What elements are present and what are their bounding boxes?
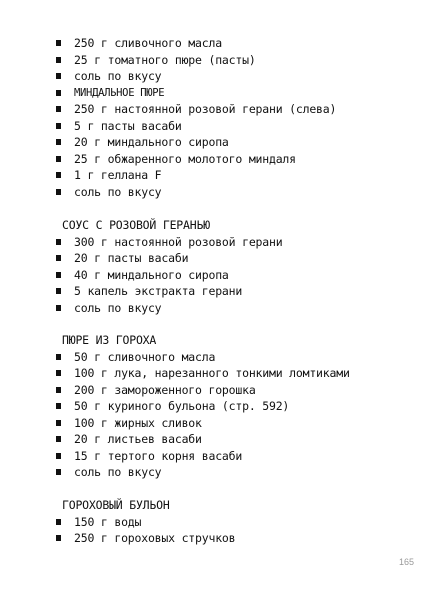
list-item xyxy=(0,349,443,366)
list-item xyxy=(0,167,443,184)
ingredient-text: 100 г жирных сливок xyxy=(74,415,202,430)
ingredient-text: 5 капель экстракта герани xyxy=(74,284,243,298)
ingredient-text: соль по вкусу xyxy=(74,300,162,315)
bullet-icon xyxy=(56,387,61,393)
ingredient-text: 25 г обжаренного молотого миндаля xyxy=(74,151,296,166)
list-item xyxy=(0,415,443,432)
bullet-icon xyxy=(56,172,61,178)
bullet-icon xyxy=(56,189,61,195)
ingredient-text: 40 г миндального сиропа xyxy=(74,267,229,282)
ingredient-text: 15 г тертого корня васаби xyxy=(74,448,243,463)
section-heading: СОУС С РОЗОВОЙ ГЕРАНЬЮ xyxy=(62,218,210,232)
ingredient-text: 250 г гороховых стручков xyxy=(74,531,236,545)
list-item xyxy=(0,250,443,267)
bullet-icon xyxy=(56,403,61,409)
list-item xyxy=(0,234,443,251)
section-heading: ГОРОХОВЫЙ БУЛЬОН xyxy=(62,498,170,512)
bullet-icon xyxy=(56,436,61,442)
bullet-icon xyxy=(56,305,61,311)
list-item xyxy=(0,118,443,135)
ingredient-text: 200 г замороженного горошка xyxy=(74,382,256,397)
list-item xyxy=(0,300,443,317)
bullet-icon xyxy=(56,420,61,426)
ingredient-text: 250 г настоянной розовой герани (слева) xyxy=(74,102,337,116)
bullet-icon xyxy=(56,288,61,294)
bullet-icon xyxy=(56,57,61,63)
bullet-icon xyxy=(56,255,61,261)
section-heading: ПЮРЕ ИЗ ГОРОХА xyxy=(62,333,157,347)
list-item xyxy=(0,398,443,415)
list-item xyxy=(0,267,443,284)
ingredient-text: соль по вкусу xyxy=(74,184,162,199)
ingredient-text: 20 г миндального сиропа xyxy=(74,135,229,149)
ingredient-text: 25 г томатного пюре (пасты) xyxy=(74,52,256,67)
bullet-icon xyxy=(56,106,61,112)
bullet-icon xyxy=(56,40,61,46)
list-item xyxy=(0,448,443,465)
list-item xyxy=(0,530,443,547)
ingredient-text: 100 г лука, нарезанного тонкими ломтиками xyxy=(74,366,350,380)
list-item-subheading xyxy=(0,85,443,102)
list-item xyxy=(0,68,443,85)
list-item xyxy=(0,134,443,151)
list-item xyxy=(0,514,443,531)
bullet-icon xyxy=(56,453,61,459)
list-item xyxy=(0,283,443,300)
bullet-icon xyxy=(56,272,61,278)
bullet-icon xyxy=(56,354,61,360)
list-item xyxy=(0,184,443,201)
bullet-icon xyxy=(56,90,61,96)
list-item xyxy=(0,365,443,382)
ingredient-text: соль по вкусу xyxy=(74,69,162,83)
ingredient-text: 50 г куриного бульона (стр. 592) xyxy=(74,399,290,413)
bullet-icon xyxy=(56,156,61,162)
list-item xyxy=(0,35,443,52)
ingredient-text: 5 г пасты васаби xyxy=(74,118,182,133)
ingredient-text: 150 г воды xyxy=(74,514,142,529)
list-item xyxy=(0,151,443,168)
list-item xyxy=(0,382,443,399)
ingredient-text: 50 г сливочного масла xyxy=(74,349,216,364)
ingredient-text: 300 г настоянной розовой герани xyxy=(74,234,283,249)
ingredient-text: 250 г сливочного масла xyxy=(74,36,222,50)
list-item xyxy=(0,464,443,481)
list-item xyxy=(0,52,443,69)
ingredient-text: 20 г листьев васаби xyxy=(74,432,202,446)
bullet-icon xyxy=(56,239,61,245)
bullet-icon xyxy=(56,535,61,541)
ingredient-text: 1 г геллана F xyxy=(74,168,162,182)
bullet-icon xyxy=(56,139,61,145)
ingredient-text: 20 г пасты васаби xyxy=(74,251,189,265)
bullet-icon xyxy=(56,73,61,79)
list-item xyxy=(0,101,443,118)
bullet-icon xyxy=(56,123,61,129)
list-item xyxy=(0,431,443,448)
bullet-icon xyxy=(56,519,61,525)
page-number: 165 xyxy=(399,557,415,567)
ingredient-text: соль по вкусу xyxy=(74,465,162,479)
bullet-icon xyxy=(56,469,61,475)
bullet-icon xyxy=(56,370,61,376)
subheading-text: МИНДАЛЬНОЕ ПЮРЕ xyxy=(74,86,165,99)
